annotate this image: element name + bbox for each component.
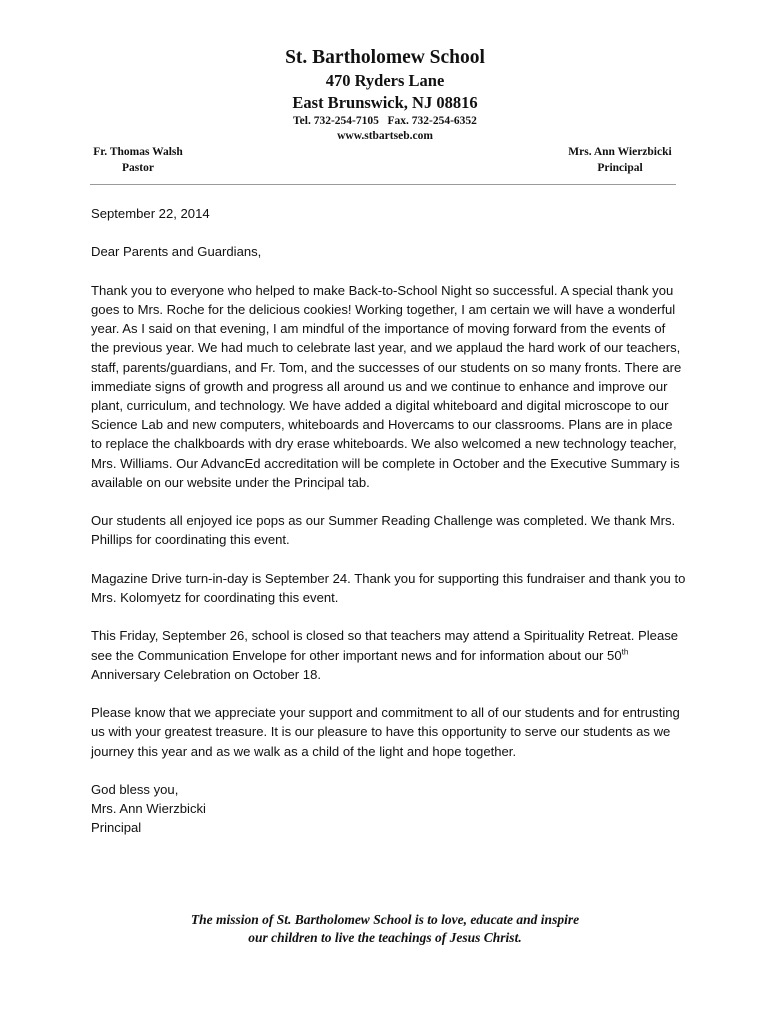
retreat-text: This Friday, September 26, school is closed so that teachers may attend a Spirituality Retreat. Please see the Communication Envelope for other important news and for information about our 50 (91, 628, 679, 663)
ordinal-suffix: th (621, 647, 629, 657)
school-name: St. Bartholomew School (285, 47, 485, 68)
pastor-title: Pastor (122, 162, 154, 174)
paragraph-magazine-drive: Magazine Drive turn-in-day is September 24. Thank you for supporting this fundraiser and thank you to Mrs. Kolomyetz for coordinating this event. (91, 570, 686, 605)
paragraph-retreat (91, 626, 686, 684)
address-line-2: East Brunswick, NJ 08816 (292, 93, 478, 112)
principal-block (555, 144, 685, 176)
pastor-name: Fr. Thomas Walsh (93, 146, 183, 158)
paragraph-appreciation: Please know that we appreciate your support and commitment to all of our students and for entrusting us with your greatest treasure. It is our pleasure to have this opportunity to serve our students as we journey this year and as we walk as a child of the light and hope together. (91, 705, 680, 759)
principal-title: Principal (597, 162, 643, 174)
closing: God bless you, (91, 781, 179, 797)
principal-name: Mrs. Ann Wierzbicki (568, 146, 672, 158)
header-divider (90, 184, 676, 185)
paragraph-summer-reading: Our students all enjoyed ice pops as our Summer Reading Challenge was completed. We thank Mrs. Phillips for coordinating this event. (91, 513, 676, 548)
pastor-block (78, 144, 198, 176)
phone-fax: Tel. 732-254-7105 Fax. 732-254-6352 (293, 115, 477, 127)
address-line-1: 470 Ryders Lane (325, 71, 445, 90)
signer-name: Mrs. Ann Wierzbicki (91, 801, 206, 817)
salutation: Dear Parents and Guardians, (91, 244, 262, 260)
mission-line-1: The mission of St. Bartholomew School is to love, educate and inspire (190, 912, 580, 927)
mission-line-2: our children to live the teachings of Jesus Christ. (248, 930, 522, 945)
letter-body (91, 204, 686, 838)
mission-statement (0, 911, 770, 947)
letterhead (0, 46, 770, 144)
anniversary-text: Anniversary Celebration on October 18. (91, 666, 321, 682)
signer-title: Principal (91, 820, 142, 836)
letter-date: September 22, 2014 (91, 206, 210, 221)
paragraph-back-to-school: Thank you to everyone who helped to make Back-to-School Night so successful. A special thank you goes to Mrs. Roche for the delicious cookies! Working together, I am certain we will have a wonderful year. As I said on that evening, I am mindful of the importance of moving forward from the events of the previous year. We had much to celebrate last year, and we applaud the hard work of our teachers, staff, parents/guardians, and Fr. Tom, and the successes of our students on so many fronts. There are immediate signs of growth and progress all around us and we continue to enhance and improve our plant, curriculum, and technology. We have added a digital whiteboard and digital microscope to our Science Lab and new computers, whiteboards and Hovercams to our classrooms. Plans are in place to replace the chalkboards with dry erase whiteboards. We also welcomed a new technology teacher, Mrs. Williams. Our AdvancEd accreditation will be complete in October and the Executive Summary is available on our website under the Principal tab. (91, 282, 682, 490)
website: www.stbartseb.com (337, 130, 433, 142)
